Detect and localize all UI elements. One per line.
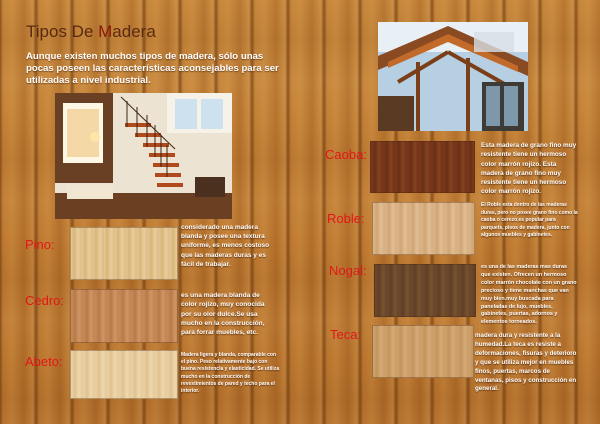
swatch-pino: [70, 227, 178, 280]
swatch-roble: [372, 202, 475, 255]
title-accent-letter: M: [98, 22, 113, 41]
swatch-caoba: [370, 141, 475, 193]
label-nogal: Nogal:: [329, 263, 367, 278]
desc-pino: considerado una madera blanda y posee una textura uniforme, es menos costoso que las maderas duras y es fácil de trabajar.: [181, 224, 270, 268]
intro-text: Aunque existen muchos tipos de madera, sólo unas pocas poseen las características aconsejables para ser utilizadas a nivel industrial.: [26, 51, 279, 86]
swatch-teca: [372, 325, 474, 378]
label-roble: Roble:: [327, 211, 365, 226]
desc-teca: madera dura y resistente a la humedad.La teca es resiste a deformaciones, fisuras y deterioro y que se utiliza mejor en muebles finos, puertas, marcos de ventanas, pisos y construcción en general.: [475, 332, 577, 393]
label-cedro: Cedro:: [25, 293, 65, 308]
desc-abeto: Madera ligera y blanda, comparable con el pino. Peso relativamente bajo con buena resistencia y elasticidad. Se utiliza mucho en la construcción de revestimientos de pared y techo para el interior.: [181, 352, 280, 395]
label-caoba: Caoba:: [325, 147, 367, 162]
wooden-roof-illustration: [378, 22, 528, 131]
interior-staircase-illustration: [55, 93, 232, 219]
desc-cedro: es una madera blanda de color rojizo, muy conocida por su olor dulce.Se usa mucho en la construcción, para forrar muebles, etc.: [181, 292, 265, 337]
desc-nogal: es una de las maderas mas duras que existen. Ofrecen un hermoso color marrón chocolate con un grano precioso y tiene manchas que van muy bien.muy buscada para paneladas de lujo, muebles, gabinetes, puertas, adornos y elementos torneados.: [481, 264, 577, 326]
page-title: Tipos De Madera: [26, 22, 156, 41]
label-teca: Teca:: [330, 327, 362, 342]
label-pino: Pino:: [25, 237, 55, 252]
wooden-roof-photo: [378, 22, 528, 131]
swatch-abeto: [70, 350, 178, 399]
swatch-nogal: [374, 264, 476, 317]
interior-staircase-photo: [55, 93, 232, 219]
desc-roble: El Roble esta dentro de las maderas duras, pero no posee grano fino como la caoba o cerezo.es popular para parquets, pisos de madera, junto con algunos muebles y gabinetes.: [481, 202, 578, 239]
swatch-cedro: [70, 289, 178, 343]
desc-caoba: Esta madera de grano fino muy resistente tiene un hermoso color marrón rojizo. Esta madera de grano fino muy resistente tiene un hermoso color marrón rojizo.: [481, 142, 577, 196]
label-abeto: Abeto:: [25, 354, 63, 369]
